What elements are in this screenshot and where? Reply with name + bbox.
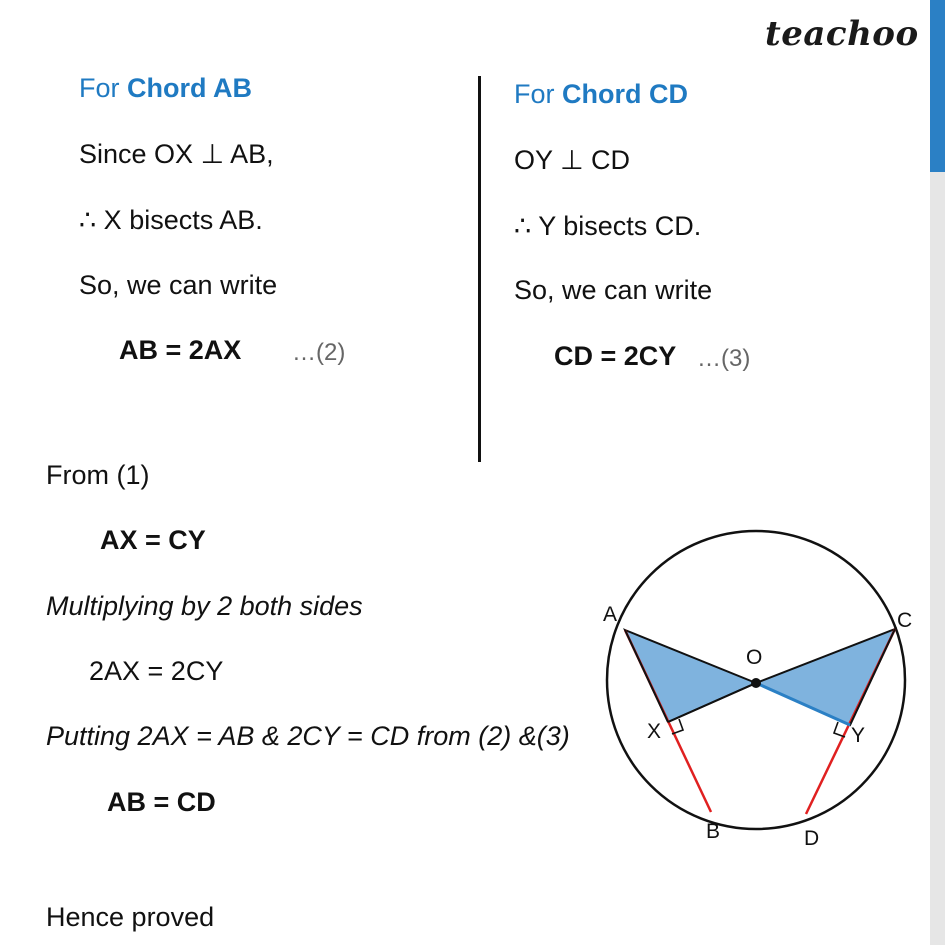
label-b: B [706, 820, 721, 843]
center-point-o [751, 678, 761, 688]
ab-equation: AB = 2AX [119, 335, 242, 365]
ab-write-line: So, we can write [79, 270, 278, 300]
multiply-step: Multiplying by 2 both sides [46, 591, 363, 621]
label-a: A [603, 603, 618, 626]
heading-prefix: For [514, 79, 563, 109]
from-line: From (1) [46, 460, 150, 490]
hence-proved: Hence proved [46, 902, 215, 932]
label-c: C [897, 609, 913, 632]
chord-cd-heading [514, 78, 688, 110]
ab-perpendicular-line: Since OX ⊥ AB, [79, 139, 274, 169]
side-scrollbar-thumb[interactable] [930, 0, 945, 172]
label-o: O [746, 646, 763, 669]
cd-bisect-line: ∴ Y bisects CD. [514, 211, 702, 241]
triangle-ocy [756, 629, 895, 725]
teachoo-logo: teachoo [765, 14, 919, 54]
cd-equation-ref: …(3) [697, 345, 751, 372]
label-x: X [647, 720, 662, 743]
ax-cy-equation: AX = CY [100, 525, 206, 555]
ab-cd-equation: AB = CD [107, 787, 216, 817]
label-y: Y [851, 724, 866, 747]
triangle-oax [625, 630, 756, 722]
circle-chords-figure [590, 520, 930, 850]
chord-ab-heading [79, 72, 252, 104]
cd-equation: CD = 2CY [554, 341, 677, 371]
heading-bold: Chord CD [562, 79, 688, 109]
ab-bisect-line: ∴ X bisects AB. [79, 205, 263, 235]
label-d: D [804, 827, 820, 850]
column-divider [478, 76, 481, 462]
substitute-step: Putting 2AX = AB & 2CY = CD from (2) &(3) [46, 721, 570, 751]
heading-prefix: For [79, 73, 128, 103]
cd-perpendicular-line: OY ⊥ CD [514, 145, 631, 175]
cd-write-line: So, we can write [514, 275, 713, 305]
heading-bold: Chord AB [127, 73, 252, 103]
double-equation: 2AX = 2CY [89, 656, 224, 686]
ab-equation-ref: …(2) [292, 339, 346, 366]
